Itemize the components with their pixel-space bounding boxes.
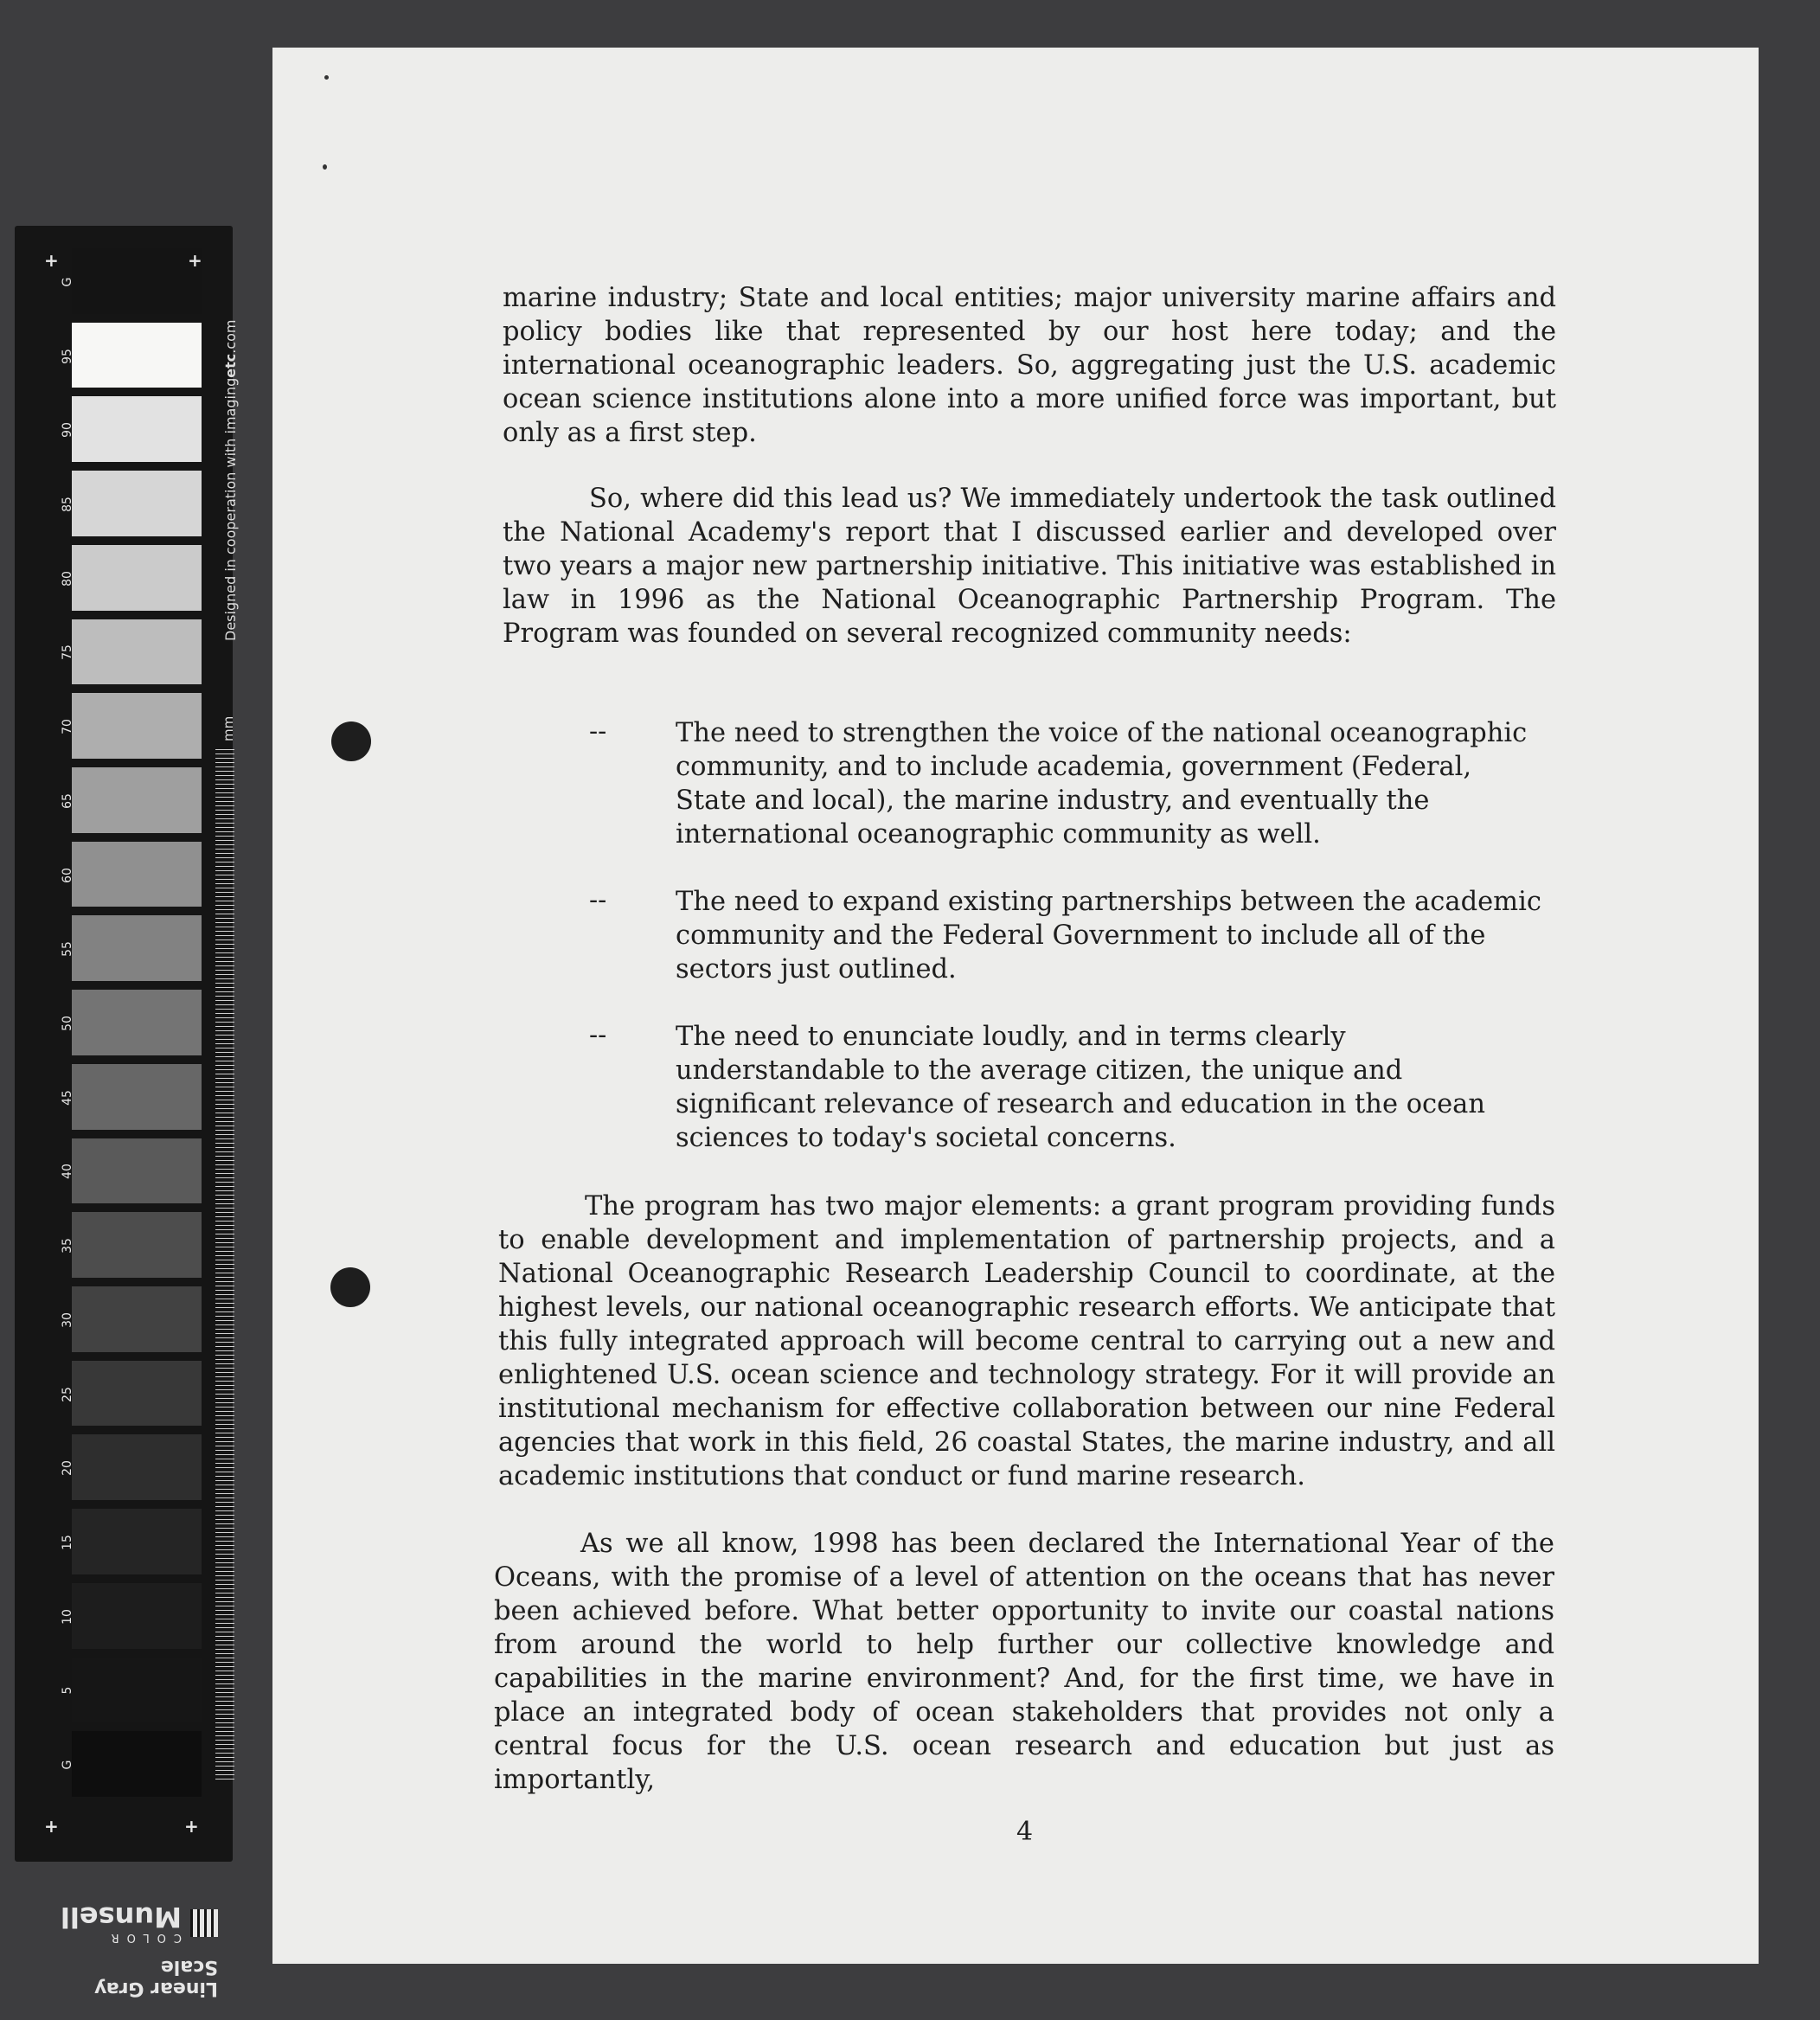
- gray-patch: [72, 1286, 202, 1352]
- gray-patch-label: 75: [61, 644, 74, 661]
- munsell-brand: Munsell: [60, 1901, 182, 1933]
- registration-mark: +: [188, 250, 202, 271]
- credit-text: Designed in cooperation with imagingetc.com: [222, 319, 239, 641]
- punch-hole: [331, 721, 371, 761]
- bullet-dash: --: [589, 1020, 607, 1050]
- munsell-logo-block: [36, 1861, 227, 1999]
- speck: [324, 75, 329, 80]
- registration-mark: +: [184, 1816, 199, 1837]
- gray-patch: [72, 1064, 202, 1130]
- gray-patch-label: 85: [61, 497, 74, 512]
- gray-patch-label: 65: [61, 792, 74, 809]
- gray-patch-label: G: [61, 277, 74, 287]
- gray-patch: [72, 471, 202, 536]
- gray-patch: [72, 1509, 202, 1574]
- gray-patch: [72, 1138, 202, 1204]
- gray-patch-label: 50: [61, 1016, 74, 1031]
- gray-patch-label: 30: [61, 1311, 74, 1328]
- registration-mark: +: [44, 1816, 59, 1837]
- paragraph-1: marine industry; State and local entities; major university marine affairs and policy bodies like that represented by our host here today; and the international oceanographic leaders. So, aggregating just the U.S. academic ocean science institutions alone into a more unified force was important, but only as a first step.: [503, 283, 1556, 448]
- gray-patch-label: 25: [61, 1386, 74, 1402]
- page-number: 4: [1016, 1817, 1034, 1847]
- gray-patch-label: G: [61, 1760, 74, 1770]
- registration-mark: +: [44, 250, 59, 271]
- gray-patch: [72, 545, 202, 611]
- gray-patch: [72, 767, 202, 833]
- gray-patch: [72, 1212, 202, 1278]
- gray-scale-card: [15, 226, 239, 1999]
- paragraph-2: So, where did this lead us? We immediately undertook the task outlined the National Academy's report that I discussed earlier and developed over two years a major new partnership initiative. This initiative was established in law in 1996 as the National Oceanographic Partnership Program. The Program was founded on several recognized community needs:: [503, 484, 1556, 649]
- bullet-dash: --: [589, 716, 607, 747]
- document-page: [272, 48, 1759, 1964]
- punch-hole: [330, 1267, 370, 1307]
- gray-patch-label: 15: [61, 1535, 74, 1550]
- bullet-dash: --: [589, 885, 607, 915]
- gray-patch: [72, 915, 202, 981]
- gray-patch: [72, 990, 202, 1055]
- gray-patch-label: 35: [61, 1238, 74, 1254]
- gray-patch-label: 40: [61, 1164, 74, 1180]
- gray-patch: [72, 1583, 202, 1649]
- gray-patch-label: 95: [61, 348, 74, 364]
- gray-patch-label: 55: [61, 941, 74, 958]
- bullet-item: The need to enunciate loudly, and in terms clearly understandable to the average citizen, the unique and significant relevance of research and education in the ocean sciences to today's societal concerns.: [676, 1022, 1486, 1153]
- gray-scale-strip: [56, 248, 205, 1805]
- gray-patch: [72, 619, 202, 685]
- gray-patch: [72, 1361, 202, 1427]
- gray-patch-label: 80: [61, 570, 74, 587]
- munsell-sub: COLOR: [103, 1931, 182, 1944]
- gray-patch: [72, 842, 202, 907]
- gray-patch-label: 10: [61, 1608, 74, 1625]
- gray-patch: [72, 1731, 202, 1797]
- gray-patch: [72, 1434, 202, 1500]
- gray-patch-label: 70: [61, 719, 74, 735]
- gray-patch: [72, 693, 202, 759]
- unit-label: mm: [221, 715, 236, 741]
- gray-scale-label: Linear Gray Scale: [94, 1956, 218, 1999]
- gray-patch-label: 90: [61, 422, 74, 439]
- gray-patch-label: 20: [61, 1460, 74, 1477]
- paragraph-3: The program has two major elements: a grant program providing funds to enable development and implementation of partnership projects, and a National Oceanographic Research Leadership Council to coordinate, at the highest levels, our national oceanographic research efforts. We anticipate that this fully integrated approach will become central to carrying out a new and enlightened U.S. ocean science and technology strategy. For it will provide an institutional mechanism for effective collaboration between our nine Federal agencies that work in this field, 26 coastal States, the marine industry, and all academic institutions that conduct or fund marine research.: [498, 1191, 1555, 1491]
- gray-patch-label: 5: [61, 1686, 74, 1695]
- speck: [323, 164, 327, 170]
- mm-ruler: [215, 749, 234, 1783]
- munsell-grid-icon: [190, 1910, 218, 1938]
- bullet-item: The need to strengthen the voice of the national oceanographic community, and to include academia, government (Federal, State and local), the marine industry, and eventually the international oceanographic community as well.: [676, 718, 1528, 850]
- paragraph-4: As we all know, 1998 has been declared the International Year of the Oceans, with the promise of a level of attention on the oceans that has never been achieved before. What better opportunity to invite our coastal nations from around the world to help further our collective knowledge and capabilities in the marine environment? And, for the first time, we have in place an integrated body of ocean stakeholders that provides not only a central focus for the U.S. ocean research and education but just as importantly,: [494, 1529, 1554, 1795]
- bullet-item: The need to expand existing partnerships between the academic community and the Federal Government to include all of the sectors just outlined.: [676, 887, 1541, 984]
- gray-patch: [72, 323, 202, 388]
- gray-patch: [72, 396, 202, 462]
- gray-patch: [72, 1658, 202, 1723]
- gray-patch-label: 45: [61, 1089, 74, 1106]
- gray-patch-label: 60: [61, 867, 74, 883]
- gray-patch: [72, 248, 202, 314]
